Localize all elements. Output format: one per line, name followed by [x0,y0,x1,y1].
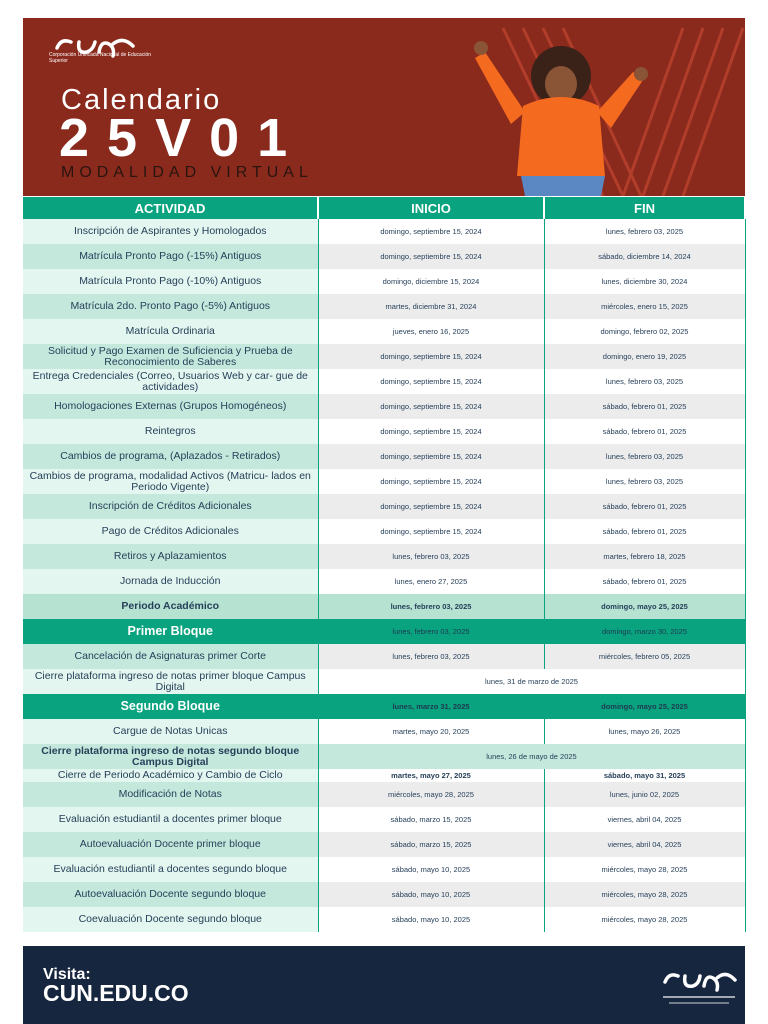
start-date-cell: miércoles, mayo 28, 2025 [318,782,544,807]
activity-cell: Retiros y Aplazamientos [23,544,318,569]
table-row [23,269,745,294]
student-photo [453,26,673,196]
activity-cell: Coevaluación Docente segundo bloque [23,907,318,932]
end-date-cell: viernes, abril 04, 2025 [544,832,745,857]
end-date-cell: miércoles, enero 15, 2025 [544,294,745,319]
end-date-cell: sábado, febrero 01, 2025 [544,569,745,594]
activity-cell: Cierre de Periodo Académico y Cambio de Ciclo [23,769,318,782]
header-banner [23,18,745,196]
start-date-cell: lunes, febrero 03, 2025 [318,619,544,644]
table-row [23,807,745,832]
title-word: Calendario [61,84,222,116]
start-date-cell: domingo, septiembre 15, 2024 [318,219,544,244]
start-date-cell: domingo, septiembre 15, 2024 [318,344,544,369]
table-row-first-block [23,619,745,644]
table-row [23,719,745,744]
footer [23,946,745,1024]
activity-cell: Modificación de Notas [23,782,318,807]
table-row [23,832,745,857]
title-code: 25V01 [59,108,306,168]
column-header-end: FIN [544,197,745,219]
activity-cell: Matrícula Pronto Pago (-15%) Antiguos [23,244,318,269]
start-date-cell: domingo, septiembre 15, 2024 [318,244,544,269]
activity-cell: Autoevaluación Docente segundo bloque [23,882,318,907]
activity-cell: Cambios de programa, (Aplazados - Retirados) [23,444,318,469]
start-date-cell: sábado, mayo 10, 2025 [318,857,544,882]
activity-cell: Matrícula 2do. Pronto Pago (-5%) Antiguos [23,294,318,319]
end-date-cell: sábado, febrero 01, 2025 [544,394,745,419]
end-date-cell: sábado, febrero 01, 2025 [544,519,745,544]
start-date-cell: martes, mayo 20, 2025 [318,719,544,744]
column-header-activity: ACTIVIDAD [23,197,318,219]
start-date-cell: sábado, marzo 15, 2025 [318,807,544,832]
end-date-cell: domingo, marzo 30, 2025 [544,619,745,644]
end-date-cell: miércoles, mayo 28, 2025 [544,882,745,907]
end-date-cell: domingo, enero 19, 2025 [544,344,745,369]
table-row [23,857,745,882]
activity-cell: Homologaciones Externas (Grupos Homogéneos) [23,394,318,419]
start-date-cell: domingo, diciembre 15, 2024 [318,269,544,294]
activity-cell: Cancelación de Asignaturas primer Corte [23,644,318,669]
table-row [23,882,745,907]
activity-cell: Reintegros [23,419,318,444]
start-date-cell: sábado, mayo 10, 2025 [318,907,544,932]
end-date-cell: lunes, febrero 03, 2025 [544,369,745,394]
end-date-cell: sábado, febrero 01, 2025 [544,419,745,444]
cun-logo-icon [659,964,739,1014]
end-date-cell: miércoles, mayo 28, 2025 [544,907,745,932]
table-row [23,244,745,269]
logo-caption: Corporación Unificada Nacional de Educación Superior [49,52,152,64]
table-row [23,519,745,544]
start-date-cell: domingo, septiembre 15, 2024 [318,419,544,444]
table-row [23,669,745,694]
table-row [23,744,745,769]
end-date-cell: lunes, febrero 03, 2025 [544,219,745,244]
table-row [23,769,745,782]
table-row-academic-period [23,594,745,619]
column-header-start: INICIO [318,197,544,219]
end-date-cell: lunes, febrero 03, 2025 [544,469,745,494]
activity-cell: Matrícula Ordinaria [23,319,318,344]
end-date-cell: miércoles, mayo 28, 2025 [544,857,745,882]
table-row [23,319,745,344]
start-date-cell: martes, mayo 27, 2025 [318,769,544,782]
end-date-cell: sábado, febrero 01, 2025 [544,494,745,519]
start-date-cell: sábado, marzo 15, 2025 [318,832,544,857]
end-date-cell: lunes, diciembre 30, 2024 [544,269,745,294]
start-date-cell: lunes, febrero 03, 2025 [318,544,544,569]
single-date-cell: lunes, 26 de mayo de 2025 [318,744,745,769]
end-date-cell: viernes, abril 04, 2025 [544,807,745,832]
single-date-cell: lunes, 31 de marzo de 2025 [318,669,745,694]
website-link[interactable]: CUN.EDU.CO [43,980,189,1006]
end-date-cell: lunes, junio 02, 2025 [544,782,745,807]
start-date-cell: jueves, enero 16, 2025 [318,319,544,344]
end-date-cell: domingo, mayo 25, 2025 [544,594,745,619]
end-date-cell: miércoles, febrero 05, 2025 [544,644,745,669]
activity-cell: Periodo Académico [23,594,318,619]
table-row [23,369,745,394]
activity-cell: Inscripción de Créditos Adicionales [23,494,318,519]
activity-cell: Inscripción de Aspirantes y Homologados [23,219,318,244]
activity-cell: Segundo Bloque [23,694,318,719]
start-date-cell: domingo, septiembre 15, 2024 [318,469,544,494]
activity-cell: Entrega Credenciales (Correo, Usuarios Web y car- gue de actividades) [23,369,318,394]
activity-cell: Primer Bloque [23,619,318,644]
end-date-cell: martes, febrero 18, 2025 [544,544,745,569]
activity-cell: Evaluación estudiantil a docentes primer bloque [23,807,318,832]
activity-cell: Solicitud y Pago Examen de Suficiencia y Prueba de Reconocimiento de Saberes [23,344,318,369]
activity-cell: Cambios de programa, modalidad Activos (Matricu- lados en Periodo Vigente) [23,469,318,494]
end-date-cell: lunes, mayo 26, 2025 [544,719,745,744]
start-date-cell: martes, diciembre 31, 2024 [318,294,544,319]
table-row [23,444,745,469]
table-row [23,544,745,569]
table-row [23,419,745,444]
schedule-table [23,197,746,932]
start-date-cell: lunes, febrero 03, 2025 [318,644,544,669]
activity-cell: Cierre plataforma ingreso de notas primer bloque Campus Digital [23,669,318,694]
table-row [23,219,745,244]
activity-cell: Evaluación estudiantil a docentes segundo bloque [23,857,318,882]
activity-cell: Jornada de Inducción [23,569,318,594]
end-date-cell: domingo, febrero 02, 2025 [544,319,745,344]
table-row [23,494,745,519]
start-date-cell: domingo, septiembre 15, 2024 [318,394,544,419]
end-date-cell: sábado, mayo 31, 2025 [544,769,745,782]
start-date-cell: lunes, febrero 03, 2025 [318,594,544,619]
activity-cell: Cargue de Notas Unicas [23,719,318,744]
activity-cell: Matrícula Pronto Pago (-10%) Antiguos [23,269,318,294]
start-date-cell: lunes, enero 27, 2025 [318,569,544,594]
table-row [23,469,745,494]
activity-cell: Cierre plataforma ingreso de notas segundo bloque Campus Digital [23,744,318,769]
table-row [23,294,745,319]
table-row [23,782,745,807]
table-row [23,644,745,669]
end-date-cell: domingo, mayo 25, 2025 [544,694,745,719]
table-header-row [23,197,745,219]
start-date-cell: sábado, mayo 10, 2025 [318,882,544,907]
end-date-cell: sábado, diciembre 14, 2024 [544,244,745,269]
start-date-cell: domingo, septiembre 15, 2024 [318,444,544,469]
end-date-cell: lunes, febrero 03, 2025 [544,444,745,469]
activity-cell: Autoevaluación Docente primer bloque [23,832,318,857]
table-row [23,907,745,932]
table-row [23,344,745,369]
start-date-cell: lunes, marzo 31, 2025 [318,694,544,719]
subtitle: MODALIDAD VIRTUAL [61,164,313,181]
table-row [23,394,745,419]
start-date-cell: domingo, septiembre 15, 2024 [318,494,544,519]
visit-label: Visita: [43,966,91,983]
table-row [23,569,745,594]
start-date-cell: domingo, septiembre 15, 2024 [318,369,544,394]
activity-cell: Pago de Créditos Adicionales [23,519,318,544]
start-date-cell: domingo, septiembre 15, 2024 [318,519,544,544]
table-row-second-block [23,694,745,719]
